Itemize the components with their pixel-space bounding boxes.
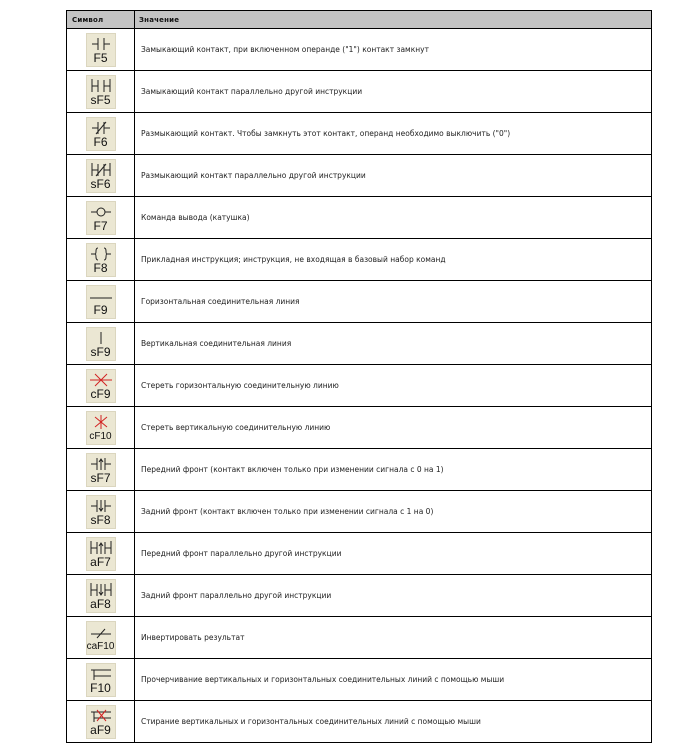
toolbar-symbol-button[interactable]: [86, 621, 116, 655]
symbol-cell: [67, 407, 135, 449]
table-row: [67, 71, 652, 113]
header-symbol: Символ: [67, 11, 135, 29]
symbol-cell: [67, 533, 135, 575]
table-row: [67, 365, 652, 407]
table-header-row: [67, 11, 652, 29]
shortcut-key-label: sF5: [90, 92, 111, 107]
symbol-table-container: [66, 10, 651, 743]
table-row: [67, 449, 652, 491]
symbol-cell: [67, 29, 135, 71]
symbol-description: Стереть горизонтальную соединительную линию: [135, 365, 652, 407]
table-row: [67, 113, 652, 155]
shortcut-key-label: F8: [93, 260, 108, 275]
toolbar-symbol-button[interactable]: [86, 705, 116, 739]
symbol-description: Инвертировать результат: [135, 617, 652, 659]
toolbar-symbol-button[interactable]: [86, 159, 116, 193]
shortcut-key-label: F5: [93, 50, 108, 65]
shortcut-key-label: sF6: [90, 176, 111, 191]
symbol-cell: [67, 491, 135, 533]
table-row: [67, 701, 652, 743]
toolbar-symbol-button[interactable]: [86, 663, 116, 697]
shortcut-key-label: sF9: [90, 344, 111, 359]
toolbar-symbol-button[interactable]: [86, 201, 116, 235]
symbol-cell: [67, 365, 135, 407]
symbol-description: Прикладная инструкция; инструкция, не входящая в базовый набор команд: [135, 239, 652, 281]
toolbar-symbol-button[interactable]: [86, 75, 116, 109]
table-row: [67, 491, 652, 533]
toolbar-symbol-button[interactable]: [86, 369, 116, 403]
toolbar-symbol-button[interactable]: [86, 243, 116, 277]
symbol-description: Задний фронт (контакт включен только при изменении сигнала с 1 на 0): [135, 491, 652, 533]
toolbar-symbol-button[interactable]: [86, 327, 116, 361]
symbol-cell: [67, 239, 135, 281]
symbol-description: Размыкающий контакт. Чтобы замкнуть этот контакт, операнд необходимо выключить ("0"): [135, 113, 652, 155]
symbol-description: Стереть вертикальную соединительную линию: [135, 407, 652, 449]
shortcut-key-label: caF10: [86, 640, 115, 652]
symbol-cell: [67, 113, 135, 155]
table-row: [67, 575, 652, 617]
symbol-description: Передний фронт параллельно другой инструкции: [135, 533, 652, 575]
symbol-description: Замыкающий контакт, при включенном операнде ("1") контакт замкнут: [135, 29, 652, 71]
symbol-description: Задний фронт параллельно другой инструкции: [135, 575, 652, 617]
symbol-cell: [67, 701, 135, 743]
table-row: [67, 659, 652, 701]
shortcut-key-label: sF7: [90, 470, 111, 485]
symbol-cell: [67, 617, 135, 659]
toolbar-symbol-button[interactable]: [86, 411, 116, 445]
symbol-cell: [67, 281, 135, 323]
shortcut-key-label: aF7: [90, 554, 111, 569]
table-row: [67, 281, 652, 323]
symbol-description: Команда вывода (катушка): [135, 197, 652, 239]
table-row: [67, 155, 652, 197]
shortcut-key-label: F9: [93, 302, 108, 317]
symbol-cell: [67, 197, 135, 239]
table-row: [67, 617, 652, 659]
ladder-symbol-table: [66, 10, 652, 743]
toolbar-symbol-button[interactable]: [86, 495, 116, 529]
shortcut-key-label: F10: [90, 680, 111, 695]
shortcut-key-label: aF8: [90, 596, 111, 611]
toolbar-symbol-button[interactable]: [86, 285, 116, 319]
shortcut-key-label: cF9: [90, 386, 111, 401]
symbol-cell: [67, 449, 135, 491]
symbol-cell: [67, 659, 135, 701]
symbol-description: Стирание вертикальных и горизонтальных соединительных линий с помощью мыши: [135, 701, 652, 743]
shortcut-key-label: cF10: [89, 430, 112, 442]
table-row: [67, 323, 652, 365]
symbol-description: Горизонтальная соединительная линия: [135, 281, 652, 323]
table-row: [67, 197, 652, 239]
symbol-description: Замыкающий контакт параллельно другой инструкции: [135, 71, 652, 113]
symbol-cell: [67, 575, 135, 617]
shortcut-key-label: F6: [93, 134, 108, 149]
toolbar-symbol-button[interactable]: [86, 537, 116, 571]
symbol-description: Передний фронт (контакт включен только при изменении сигнала с 0 на 1): [135, 449, 652, 491]
header-meaning: Значение: [135, 11, 652, 29]
symbol-description: Вертикальная соединительная линия: [135, 323, 652, 365]
symbol-description: Прочерчивание вертикальных и горизонтальных соединительных линий с помощью мыши: [135, 659, 652, 701]
toolbar-symbol-button[interactable]: [86, 453, 116, 487]
table-row: [67, 239, 652, 281]
symbol-description: Размыкающий контакт параллельно другой инструкции: [135, 155, 652, 197]
toolbar-symbol-button[interactable]: [86, 33, 116, 67]
table-row: [67, 407, 652, 449]
symbol-cell: [67, 155, 135, 197]
shortcut-key-label: sF8: [90, 512, 111, 527]
shortcut-key-label: aF9: [90, 722, 111, 737]
symbol-cell: [67, 71, 135, 113]
shortcut-key-label: F7: [93, 218, 108, 233]
table-row: [67, 29, 652, 71]
symbol-cell: [67, 323, 135, 365]
table-row: [67, 533, 652, 575]
table-body: [67, 29, 652, 743]
toolbar-symbol-button[interactable]: [86, 579, 116, 613]
toolbar-symbol-button[interactable]: [86, 117, 116, 151]
